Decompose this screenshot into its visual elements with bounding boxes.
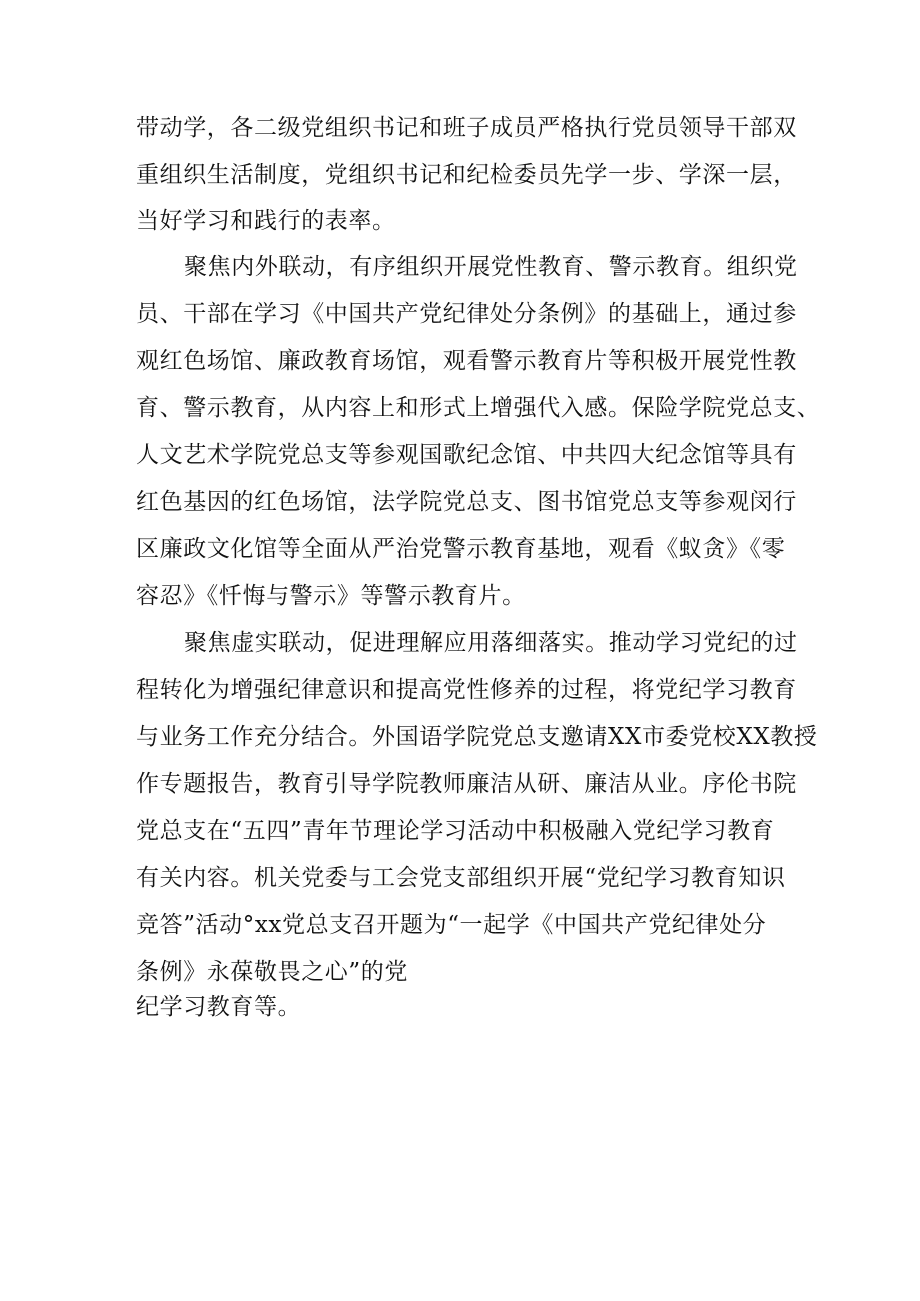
text-line: 有关内容。机关党委与工会党支部组织开展“党纪学习教育知识 xyxy=(136,865,786,891)
text-line: 员、干部在学习《中国共产党纪律处分条例》的基础上，通过参 xyxy=(136,301,797,327)
text-line: 带动学，各二级党组织书记和班子成员严格执行党员领导干部双 xyxy=(136,115,797,141)
text-line: 竞答”活动°xx党总支召开题为“一起学《中国共产党纪律处分 xyxy=(136,912,767,938)
text-line: 红色基因的红色场馆，法学院党总支、图书馆党总支等参观闵行 xyxy=(136,489,797,515)
text-line: 条例》永葆敬畏之心”的党 xyxy=(136,959,408,985)
text-line: 容忍》《忏悔与警示》等警示教育片。 xyxy=(136,583,526,609)
text-line: 纪学习教育等。 xyxy=(136,994,302,1020)
text-line: 重组织生活制度，党组织书记和纪检委员先学一步、学深一层， xyxy=(136,162,797,188)
text-line: 党总支在“五四”青年节理论学习活动中积极融入党纪学习教育 xyxy=(136,818,775,844)
text-line: 作专题报告，教育引导学院教师廉洁从研、廉洁从业。序伦书院 xyxy=(136,771,797,797)
paragraph-start-line: 聚焦虚实联动，促进理解应用落细落实。推动学习党纪的过 xyxy=(184,630,798,656)
text-line: 观红色场馆、廉政教育场馆，观看警示教育片等积极开展党性教 xyxy=(136,348,797,374)
text-line: 与业务工作充分结合。外国语学院党总支邀请XX市委党校XX教授 xyxy=(136,724,818,750)
text-line: 育、警示教育，从内容上和形式上增强代入感。保险学院党总支、 xyxy=(136,395,821,421)
text-line: 区廉政文化馆等全面从严治党警示教育基地，观看《蚁贪》《零 xyxy=(136,536,786,562)
text-line: 程转化为增强纪律意识和提高党性修养的过程，将党纪学习教育 xyxy=(136,677,797,703)
text-line: 人文艺术学院党总支等参观国歌纪念馆、中共四大纪念馆等具有 xyxy=(136,442,797,468)
paragraph-start-line: 聚焦内外联动，有序组织开展党性教育、警示教育。组织党 xyxy=(184,254,798,280)
text-line: 当好学习和践行的表率。 xyxy=(136,208,396,234)
